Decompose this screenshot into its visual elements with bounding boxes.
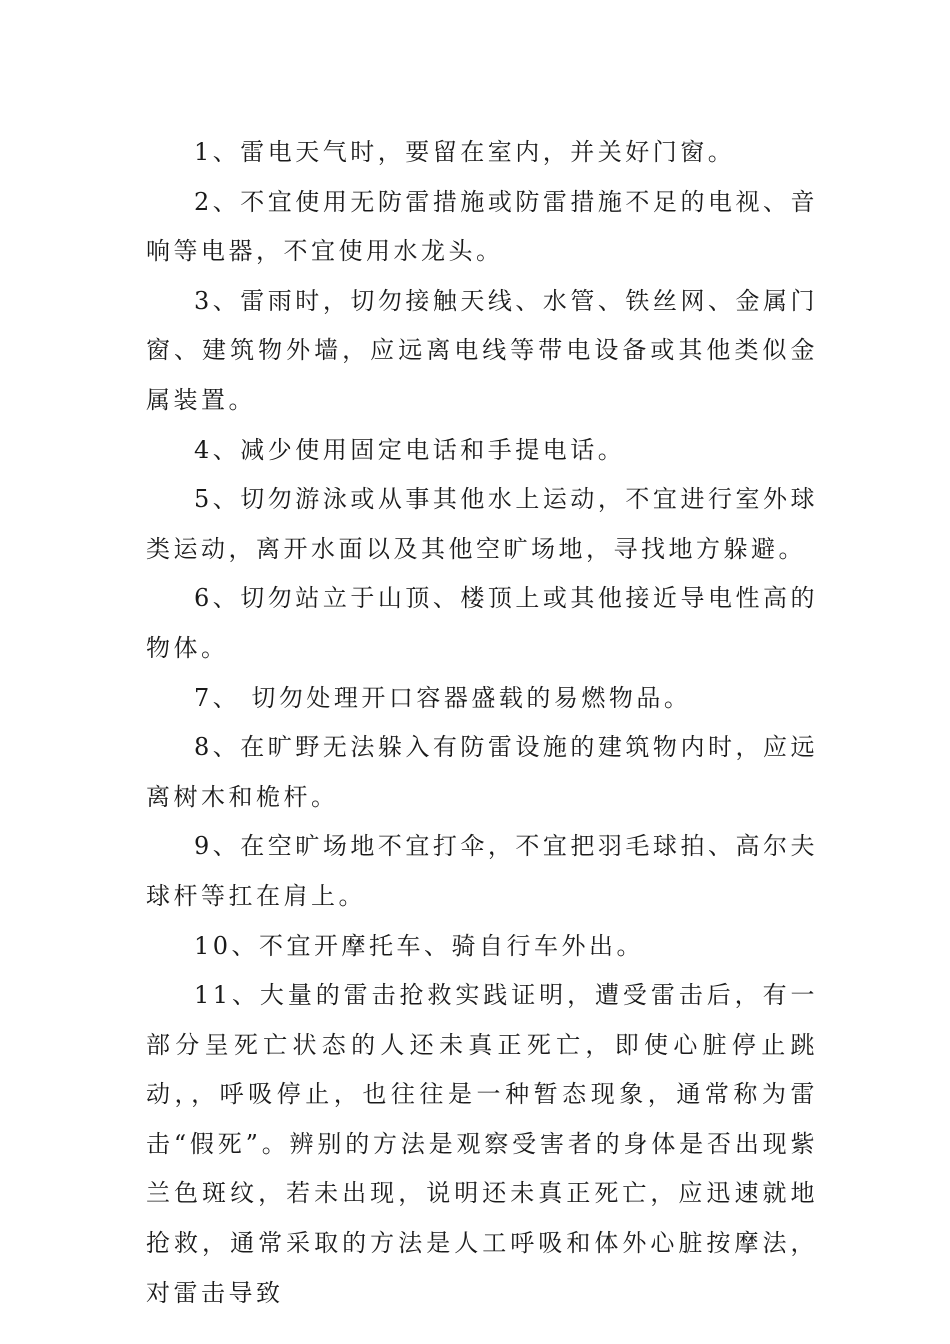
paragraph-8: 8、在旷野无法躲入有防雷设施的建筑物内时，应远离树木和桅杆。 (146, 733, 818, 811)
paragraph-11: 11、大量的雷击抢救实践证明，遭受雷击后，有一部分呈死亡状态的人还未真正死亡，即使心脏停止跳动，，呼吸停止，也往往是一种暂态现象，通常称为雷击“假死”。辨别的方法是观察受害者的身体是否出现紫兰色斑纹，若未出现，说明还未真正死亡，应迅速就地抢救，通常采取的方法是人工呼吸和体外心脏按摩法，对雷击导致 (146, 981, 818, 1307)
paragraph-6: 6、切勿站立于山顶、楼顶上或其他接近导电性高的物体。 (146, 584, 818, 662)
paragraph-3: 3、雷雨时，切勿接触天线、水管、铁丝网、金属门窗、建筑物外墙，应远离电线等带电设备或其他类似金属装置。 (146, 286, 818, 414)
paragraph-5: 5、切勿游泳或从事其他水上运动，不宜进行室外球类运动，离开水面以及其他空旷场地，寻找地方躲避。 (146, 485, 818, 563)
paragraph-10: 10、不宜开摩托车、骑自行车外出。 (194, 931, 645, 960)
paragraph-4: 4、减少使用固定电话和手提电话。 (194, 435, 626, 464)
paragraph-9: 9、在空旷场地不宜打伞，不宜把羽毛球拍、高尔夫球杆等扛在肩上。 (146, 832, 818, 910)
paragraph-7: 7、 切勿处理开口容器盛载的易燃物品。 (194, 683, 692, 712)
paragraph-2: 2、不宜使用无防雷措施或防雷措施不足的电视、音响等电器，不宜使用水龙头。 (146, 187, 818, 266)
paragraph-1: 1、雷电天气时，要留在室内，并关好门窗。 (194, 138, 736, 166)
document-body (146, 128, 818, 1318)
